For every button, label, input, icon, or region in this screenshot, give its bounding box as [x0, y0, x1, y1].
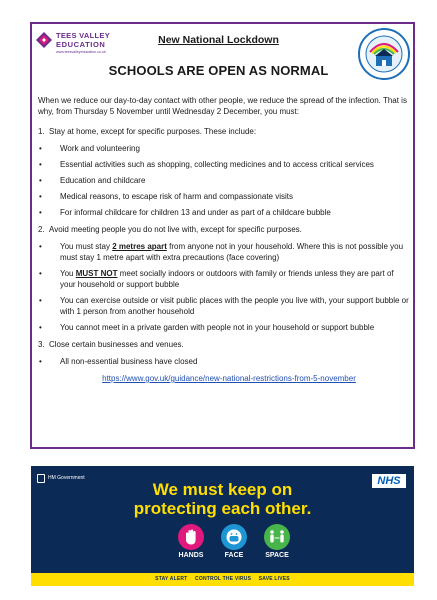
- notice-title: New National Lockdown: [158, 34, 279, 46]
- list-item: [38, 207, 410, 218]
- hands-face-space-banner: [31, 466, 414, 586]
- face-mask-icon: [221, 524, 247, 550]
- text-run: meet socially indoors or outdoors with family or friends unless they are part of your household or support bubble: [60, 269, 394, 289]
- face-label: FACE: [224, 552, 244, 559]
- section-heading-text: Close certain businesses and venues.: [49, 340, 184, 349]
- strip-stay-alert: STAY ALERT: [155, 576, 188, 582]
- bullet-icon: •: [39, 144, 42, 153]
- list-item-text: For informal childcare for children 13 and under as part of a childcare bubble: [60, 208, 331, 217]
- list-item-text: You can exercise outside or visit public places with the people you live with, your support bubble or with 1 person from another household: [60, 296, 409, 316]
- bullet-icon: •: [39, 296, 42, 305]
- section-2-list: [38, 241, 410, 333]
- hands-icon: [178, 524, 204, 550]
- list-item: [38, 295, 410, 317]
- list-item: [38, 175, 410, 186]
- org-url: www.teesvalleyeducation.co.uk: [56, 50, 106, 54]
- strip-save-lives: SAVE LIVES: [258, 576, 290, 582]
- bullet-icon: •: [39, 192, 42, 201]
- notice-headline: SCHOOLS ARE OPEN AS NORMAL: [108, 63, 329, 78]
- hm-government-label: HM Government: [48, 475, 85, 481]
- strip-control-virus: CONTROL THE VIRUS: [195, 576, 252, 582]
- space-distance-icon: [264, 524, 290, 550]
- text-run: from anyone not in your household. Where this is not possible you must stay 1 metre apart with extra precautions (face covering): [60, 242, 404, 262]
- list-item-text: Medical reasons, to escape risk of harm and compassionate visits: [60, 192, 293, 201]
- list-item: [38, 322, 410, 333]
- list-item: [38, 143, 410, 154]
- notice-content: [38, 95, 410, 384]
- bullet-icon: •: [39, 160, 42, 169]
- org-name-line1: TEES VALLEY: [56, 31, 111, 40]
- list-item: [38, 268, 410, 290]
- list-item-text: All non-essential business have closed: [60, 357, 198, 366]
- bullet-icon: •: [39, 269, 42, 278]
- stay-alert-strip: [31, 573, 414, 586]
- list-item: [38, 159, 410, 170]
- space-label: SPACE: [265, 552, 289, 559]
- bullet-icon: •: [39, 357, 42, 366]
- bullet-icon: •: [39, 323, 42, 332]
- bullet-icon: •: [39, 176, 42, 185]
- hands-label: HANDS: [178, 552, 204, 559]
- list-item: [38, 241, 410, 263]
- bullet-icon: •: [39, 242, 42, 251]
- list-item-text: You cannot meet in a private garden with people not in your household or support bubble: [60, 323, 375, 332]
- section-1-list: [38, 143, 410, 218]
- text-run: You: [60, 269, 76, 278]
- intro-paragraph: When we reduce our day-to-day contact with other people, we reduce the spread of the infection. That is why, from Thursday 5 November until Wednesday 2 December, you must:: [38, 96, 407, 116]
- section-1-heading: [38, 126, 410, 137]
- list-item: [38, 356, 410, 367]
- section-number: 3.: [38, 340, 45, 349]
- list-item-text: Essential activities such as shopping, collecting medicines and to access critical services: [60, 160, 374, 169]
- list-item-text: [60, 268, 410, 290]
- section-heading-text: Avoid meeting people you do not live with, except for specific purposes.: [49, 225, 302, 234]
- list-item-text: [60, 241, 410, 263]
- emphasis-distance: 2 metres apart: [112, 242, 167, 251]
- section-heading-text: Stay at home, except for specific purposes. These include:: [49, 127, 257, 136]
- text-run: You must stay: [60, 242, 113, 251]
- slogan-line-1: We must keep on: [152, 480, 293, 499]
- list-item-text: Education and childcare: [60, 176, 146, 185]
- section-number: 2.: [38, 225, 45, 234]
- gov-guidance-link[interactable]: https://www.gov.uk/guidance/new-national-restrictions-from-5-november: [102, 374, 356, 383]
- bullet-icon: •: [39, 208, 42, 217]
- section-number: 1.: [38, 127, 45, 136]
- slogan-line-2: protecting each other.: [133, 499, 312, 518]
- list-item: [38, 191, 410, 202]
- list-item-text: Work and volunteering: [60, 144, 140, 153]
- org-name-line2: EDUCATION: [56, 40, 106, 49]
- section-2-heading: [38, 224, 410, 235]
- emphasis-must-not: MUST NOT: [75, 269, 118, 278]
- nhs-logo: NHS: [372, 474, 406, 488]
- section-3-list: [38, 356, 410, 367]
- section-3-heading: [38, 339, 410, 350]
